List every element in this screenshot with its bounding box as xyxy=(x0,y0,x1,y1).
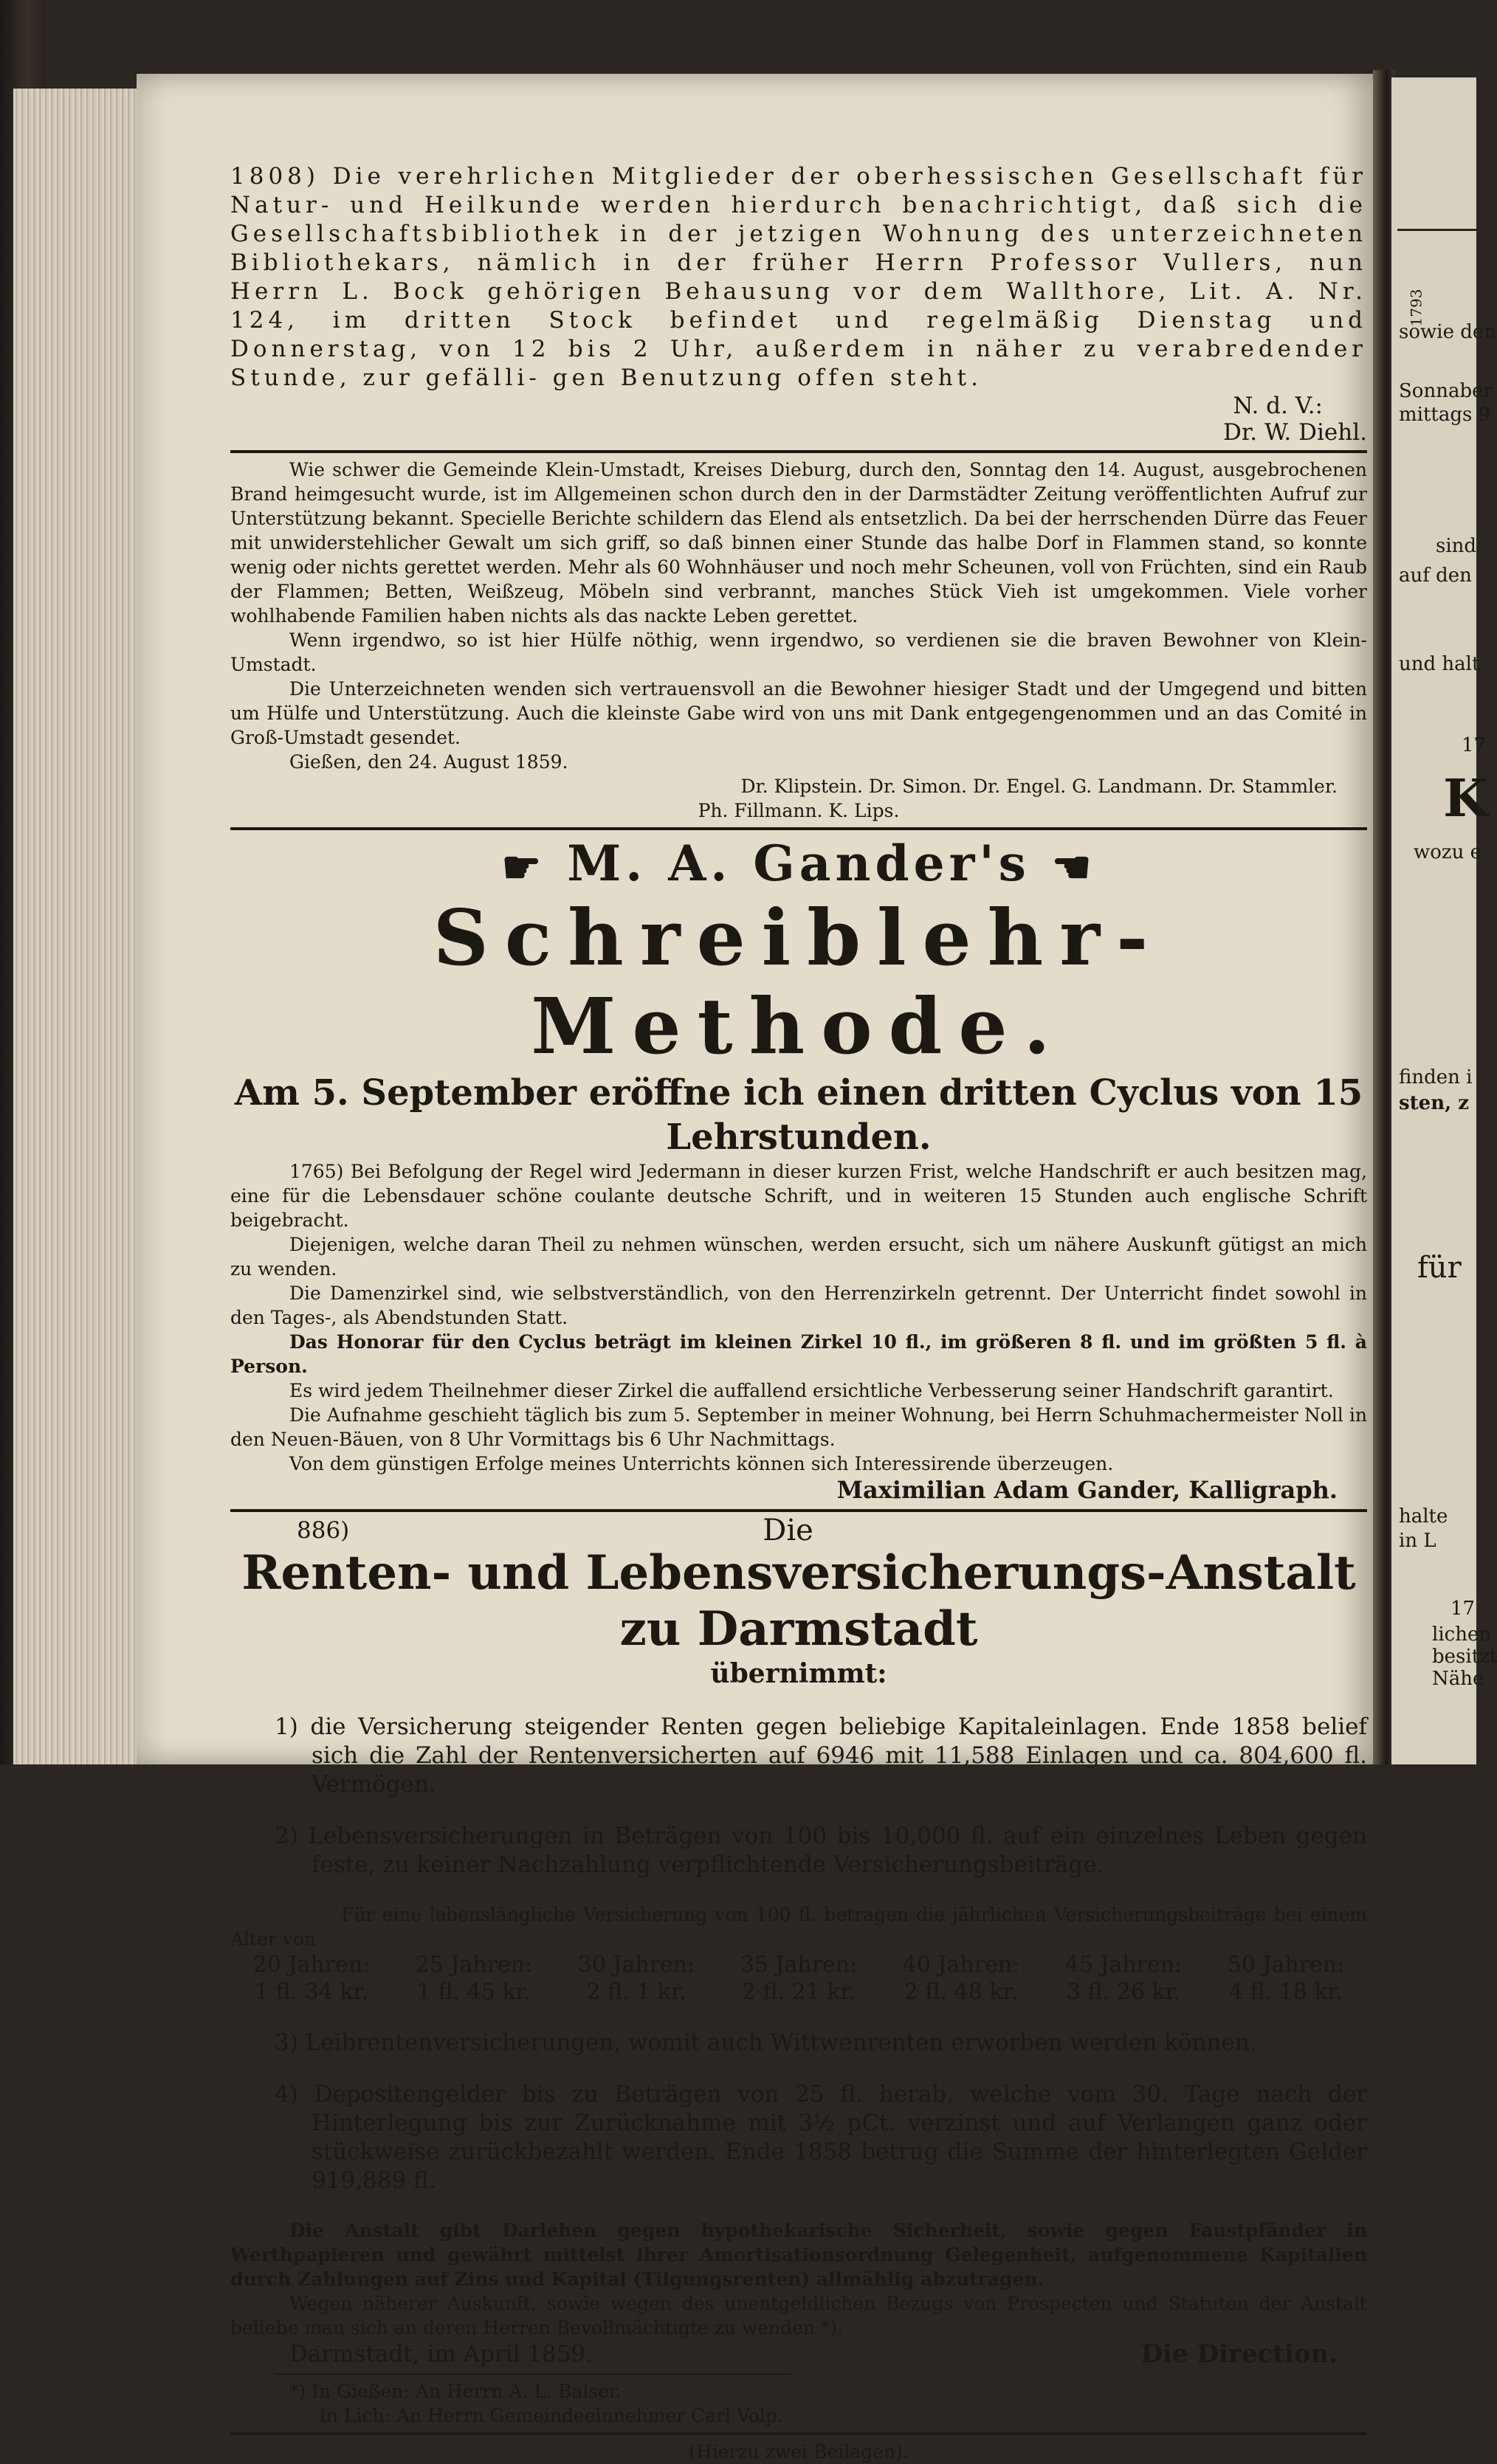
page-footer: (Hierzu zwei Beilagen). xyxy=(689,2441,909,2463)
fragment: sowie den xyxy=(1399,321,1496,343)
notice-line: unterzeichneten Bibliothekars, nämlich in der früher Herrn Professor Vullers, nun Herrn L. Bock xyxy=(230,221,1367,305)
table-cell: 40 Jahren: xyxy=(902,1952,1020,1978)
advert-header xyxy=(230,835,1367,894)
notice-signature: Dr. W. Diehl. xyxy=(1223,419,1367,446)
footnote: In Lich: An Herrn Gemeindeeinnehmer Carl Volp. xyxy=(319,2405,783,2426)
table-cell: 2 fl. 48 kr. xyxy=(904,1979,1019,2005)
advert-title: Schreiblehr-Methode. xyxy=(433,892,1165,1071)
advert-paragraph: Von dem günstigen Erfolge meines Unterrichts können sich Interessirende überzeugen. xyxy=(289,1453,1114,1474)
pointing-hand-icon: ☛ xyxy=(501,842,546,894)
appeal-date: Gießen, den 24. August 1859. xyxy=(289,751,568,773)
anstalt-item: 4) Depositengelder bis zu Beträgen von 25 fl. herab, welche vom 30. Tage nach der Hinterlegung bis zur Zurücknahme mit 3½ pCt. verzinst und auf Verlangen ganz oder stückweise zurückbezahlt werden. Ende 1858 betrug die Summe der hinterlegten Gelder 919,889 fl. xyxy=(275,2081,1367,2194)
anstalt-subtitle: übernimmt: xyxy=(710,1658,887,1689)
advert-number: 1765) xyxy=(289,1161,344,1182)
advert-subtitle: Am 5. September eröffne ich einen dritten Cyclus von 15 Lehrstunden. xyxy=(234,1072,1363,1158)
fragment: 17 xyxy=(1462,734,1487,756)
notice-line: gehörigen Behausung vor dem Wallthore, Lit. A. Nr. 124, im dritten Stock befindet und regelmäßig xyxy=(230,278,1367,334)
fragment: besitzt xyxy=(1432,1646,1497,1668)
page-content xyxy=(230,162,1367,2464)
table-cell: 1 fl. 34 kr. xyxy=(254,1979,369,2005)
table-cell: 50 Jahren: xyxy=(1227,1952,1345,1978)
fragment: mittags 9 xyxy=(1399,404,1491,426)
footnote: *) In Gießen: An Herrn A. L. Balser. xyxy=(289,2381,622,2402)
appeal-signatures: Dr. Klipstein. Dr. Simon. Dr. Engel. G. Landmann. Dr. Stammler. xyxy=(740,776,1338,797)
anstalt-signature: Die Direction. xyxy=(1140,2339,1338,2369)
anstalt-item: 2) Lebensversicherungen in Beträgen von 100 bis 10,000 fl. auf ein einzelnes Leben gegen feste, zu keiner Nachzahlung verpflichtende Versicherungsbeiträge. xyxy=(275,1823,1367,1878)
fragment: K xyxy=(1443,767,1488,829)
fragment: 1793 xyxy=(1407,289,1425,327)
divider xyxy=(230,450,1367,453)
table-cell: 30 Jahren: xyxy=(577,1952,695,1978)
anstalt-paragraph: Die Anstalt gibt Darlehen gegen hypothekarische Sicherheit, sowie gegen Faustpfänder in Werthpapieren und gewährt mittelst ihrer Amortisationsordnung Gelegenheit, aufgenommene Kapitalien durch Zahlungen auf Zins und Kapital (Tilgungsrenten) allmählig abzutragen. xyxy=(230,2220,1367,2290)
divider xyxy=(230,827,1367,830)
fragment: für xyxy=(1417,1251,1462,1285)
divider xyxy=(230,2432,1367,2435)
anstalt-title: Renten- und Lebensversicherungs-Anstalt zu Darmstadt xyxy=(241,1545,1356,1657)
fragment: lichen xyxy=(1432,1623,1492,1646)
page-edges xyxy=(13,89,146,1764)
fragment: in L xyxy=(1399,1530,1436,1552)
anstalt-paragraph: Wegen näherer Auskunft, sowie wegen des unentgeldlichen Bezugs von Prospecten und Statuten der Anstalt beliebe man sich an deren Herren Bevollmächtigte zu wenden *). xyxy=(230,2293,1367,2339)
advert-paragraph: Es wird jedem Theilnehmer dieser Zirkel die auffallend ersichtliche Verbesserung seiner Handschrift garantirt. xyxy=(289,1380,1334,1401)
table-cell: 2 fl. 21 kr. xyxy=(741,1979,856,2005)
advert-paragraph: Diejenigen, welche daran Theil zu nehmen wünschen, werden ersucht, sich um nähere Auskunft gütigst an mich zu wenden. xyxy=(230,1234,1367,1280)
anstalt-advert xyxy=(230,1516,1367,2428)
advert-text: Bei Befolgung der Regel wird Jedermann in dieser kurzen Frist, welche Handschrift er auch besitzen mag, eine für die Lebensdauer schöne coulante deutsche Schrift, und in weiteren 15 Stunden auch englische Schrift beigebracht. xyxy=(230,1161,1367,1231)
advert-name: M. A. Gander's xyxy=(567,835,1030,892)
anstalt-header xyxy=(230,1516,1367,1545)
anstalt-item: 3) Leibrentenversicherungen, womit auch Wittwenrenten erworben werden können. xyxy=(275,2029,1257,2056)
table-cell: 35 Jahren: xyxy=(740,1952,858,1978)
advert-paragraph: Die Damenzirkel sind, wie selbstverständlich, von den Herrenzirkeln getrennt. Der Unterricht findet sowohl in den Tages-, als Abendstunden Statt. xyxy=(230,1283,1367,1328)
appeal-paragraph: Wie schwer die Gemeinde Klein-Umstadt, Kreises Dieburg, durch den, Sonntag den 14. August, ausgebrochenen Brand heimgesucht wurde, ist im Allgemeinen schon durch den in der Darmstädter Zeitung veröffentlichten Aufruf zur Unterstützung bekannt. Specielle Berichte schildern das Elend als entsetzlich. Da bei der herrschenden Dürre das Feuer mit unwiderstehlicher Gewalt um sich griff, so daß binnen einer Stunde das halbe Dorf in Flammen stand, so konnte wenig oder nichts gerettet werden. Mehr als 60 Wohnhäuser und noch mehr Scheunen, voll von Früchten, sind ein Raub der Flammen; Betten, Weißzeug, Möbeln sind verbrannt, manches Stück Vieh ist umgekommen. Viele vorher wohlhabende Familien haben nichts als das nackte Leben gerettet. xyxy=(230,459,1367,627)
notice-line: gen Benutzung offen steht. xyxy=(552,365,982,391)
appeal-paragraph: Die Unterzeichneten wenden sich vertrauensvoll an die Bewohner hiesiger Stadt und der Umgegend und bitten um Hülfe und Unterstützung. Auch die kleinste Gabe wird von uns mit Dank entgegengenommen und an das Comité in Groß-Umstadt gesendet. xyxy=(230,678,1367,748)
notice-number: 1808) xyxy=(230,163,320,190)
appeal-signatures: Ph. Fillmann. K. Lips. xyxy=(698,800,900,821)
adjacent-page xyxy=(1391,77,1497,1764)
rule xyxy=(1397,229,1479,231)
pointing-hand-icon: ☚ xyxy=(1051,842,1096,894)
table-cell: 3 fl. 26 kr. xyxy=(1066,1979,1181,2005)
rates-table xyxy=(230,1951,1367,2006)
table-cell: 25 Jahren: xyxy=(415,1952,533,1978)
table-cell: 1 fl. 45 kr. xyxy=(416,1979,531,2005)
notice-text xyxy=(230,162,1367,393)
anstalt-item: 1) die Versicherung steigender Renten gegen beliebige Kapitaleinlagen. Ende 1858 belief sich die Zahl der Rentenversicherten auf 6946 mit 11,588 Einlagen und ca. 804,600 fl. Vermögen. xyxy=(275,1714,1367,1798)
table-cell: 45 Jahren: xyxy=(1064,1952,1183,1978)
notice-line: Die verehrlichen Mitglieder der oberhessischen Gesellschaft für Natur- und Heilkunde xyxy=(230,163,1367,218)
table-cell: 20 Jahren: xyxy=(252,1952,371,1978)
notice-line: werden hierdurch benachrichtigt, daß sich die Gesellschaftsbibliothek in der jetzigen Wohnung des xyxy=(230,192,1367,247)
fragment: Sonnaber xyxy=(1399,380,1493,402)
fire-appeal xyxy=(230,458,1367,823)
notice-nv: N. d. V.: xyxy=(1233,393,1323,419)
advert-paragraph xyxy=(230,1159,1367,1232)
table-cell: 2 fl. 1 kr. xyxy=(586,1979,686,2005)
fragment: und halt xyxy=(1399,653,1480,675)
notice-1808 xyxy=(230,162,1367,446)
fragment: finden i xyxy=(1399,1066,1473,1088)
anstalt-item-detail: Für eine lebenslängliche Versicherung von 100 fl. betragen die jährlichen Versicherungsbeiträge bei einem Alter von xyxy=(230,1904,1367,1950)
fragment: sten, z xyxy=(1399,1092,1469,1114)
fragment: Nähe xyxy=(1432,1668,1484,1690)
table-cell: 4 fl. 18 kr. xyxy=(1228,1979,1343,2005)
fragment: wozu e xyxy=(1414,841,1482,863)
advert-signature: Maximilian Adam Gander, Kalligraph. xyxy=(836,1476,1338,1504)
gander-advert xyxy=(230,835,1367,1505)
notice-line: Dienstag und Donnerstag, von 12 bis 2 Uhr, außerdem in näher zu verabredender Stunde, zur gefälli- xyxy=(230,307,1367,391)
anstalt-die: Die xyxy=(763,1514,813,1547)
divider xyxy=(230,1509,1367,1512)
fragment: auf den xyxy=(1399,565,1472,587)
anstalt-date: Darmstadt, im April 1859. xyxy=(289,2341,593,2367)
advert-paragraph: Das Honorar für den Cyclus beträgt im kleinen Zirkel 10 fl., im größeren 8 fl. und im größten 5 fl. à Person. xyxy=(230,1331,1367,1377)
fragment: halte xyxy=(1399,1505,1448,1528)
anstalt-closing xyxy=(230,2340,1367,2369)
fragment: sind xyxy=(1436,535,1477,557)
fragment: 17 xyxy=(1450,1598,1476,1620)
advert-paragraph: Die Aufnahme geschieht täglich bis zum 5. September in meiner Wohnung, bei Herrn Schuhmachermeister Noll in den Neuen-Bäuen, von 8 Uhr Vormittags bis 6 Uhr Nachmittags. xyxy=(230,1404,1367,1450)
appeal-paragraph: Wenn irgendwo, so ist hier Hülfe nöthig, wenn irgendwo, so verdienen sie die braven Bewohner von Klein-Umstadt. xyxy=(230,629,1367,675)
anstalt-number: 886) xyxy=(297,1517,350,1544)
footnote-rule xyxy=(275,2373,791,2375)
